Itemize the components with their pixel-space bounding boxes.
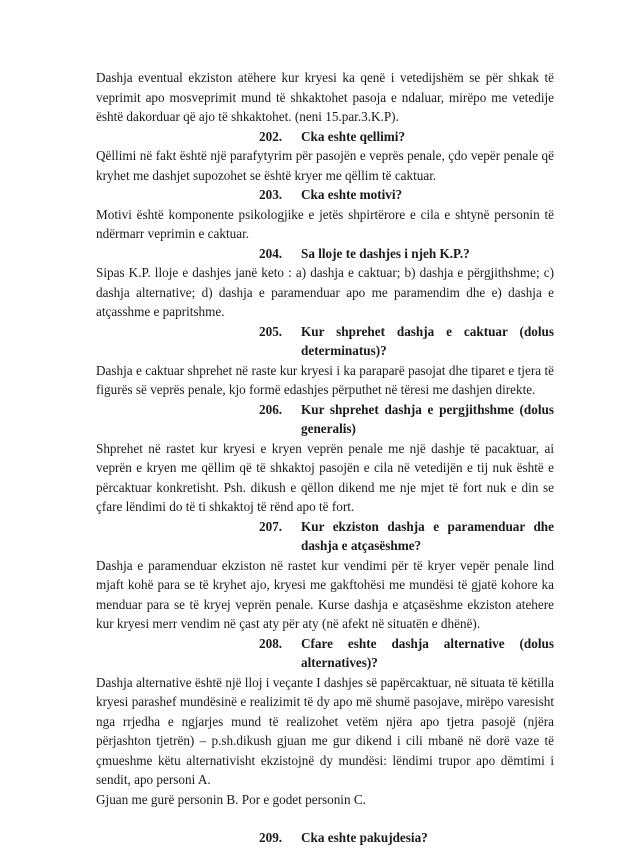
question-title: Kur shprehet dashja e caktuar (dolus determinatus)? [301,323,554,358]
heading-202 [96,127,554,147]
heading-206 [96,400,554,439]
question-number: 208. [259,635,283,651]
question-number: 202. [259,128,283,144]
heading-209 [96,828,554,848]
paragraph-208-continued: Gjuan me gurë personin B. Por e godet personin C. [96,791,366,807]
question-title: Kur ekziston dashja e paramenduar dhe dashja e atçasëshme? [301,518,554,553]
heading-205 [96,322,554,361]
paragraph-205: Dashja e caktuar shprehet në raste kur kryesi i ka paraparë pasojat dhe tiparet e tjera të figurës së veprës penale, kjo formë edashjes përputhet në tëresi me dashjen direkte. [96,362,554,397]
question-title: Sa lloje te dashjes i njeh K.P.? [301,245,470,261]
question-title: Cka eshte motivi? [301,187,403,202]
paragraph-207: Dashja e paramenduar ekziston në rastet kur vendimi për të kryer vepër penale lind mjaft kohë para se të kryhet ajo, kryesi me gakftohësi me mundësi të gjatë kohore ka menduar para se të kryej veprën penale. Kurse dashja e atçasëshme ekziston atehere kur kryesi merr vendim në çast aty për aty (në afekt në situatën e dhënë). [96,557,554,631]
document-body [96,68,554,848]
question-number: 205. [259,323,283,339]
paragraph-208: Dashja alternative është një lloj i veçante I dashjes së papërcaktuar, në situata të këtilla kryesi parashef mundësinë e realizimit të dy apo më shumë pasojave, mirëpo varesisht nga rrjedha e ngjarjes mund të realizohet vetëm njëra apo tjetra pasojë (njëra përjashton tjetrën) – p.sh.dikush gjuan me gur dikend i cili mbanë në dorë vaze të çmueshme këtu alternativisht ekzistojnë dy mundësi: lëndimi trupor apo dëmtimi i sendit, apo personi A. [96,674,554,787]
paragraph-204: Sipas K.P. lloje e dashjes janë keto : a) dashja e caktuar; b) dashja e përgjithshme; c) dashja alternative; d) dashja e paramenduar apo me paramendim dhe e) dashja e atçasshme e papritshme. [96,265,554,319]
blank-line [96,809,554,828]
heading-207 [96,517,554,556]
paragraph-202: Qëllimi në fakt është një parafytyrim për pasojën e veprës penale, çdo vepër penale që kryhet me dashjet supozohet se është kryer me qëllim të caktuar. [96,148,554,183]
question-number: 204. [259,245,283,261]
question-title: Cka eshte pakujdesia? [301,830,428,845]
question-number: 209. [259,830,283,845]
heading-208 [96,634,554,673]
question-title: Cfare eshte dashja alternative (dolus alternatives)? [301,635,554,670]
paragraph-203: Motivi është komponente psikologjike e jetës shpirtërore e cila e shtynë personin të ndërmarr veprimin e caktuar. [96,206,554,241]
question-number: 207. [259,518,283,534]
question-number: 203. [259,187,283,202]
question-number: 206. [259,401,283,417]
heading-204 [96,244,554,264]
question-title: Cka eshte qellimi? [301,128,406,144]
paragraph-206: Shprehet në rastet kur kryesi e kryen veprën penale me një dashje të pacaktuar, ai veprën e kryen me qëllim që të shkaktoj pasojën e cila në vetedijën e tij nuk është e përcaktuar konkretisht. Psh. dikush e qëllon dikend me nje mjet të fort nuk e din se çfare lëndimi do të ti shkaktoj të rënd apo të fort. [96,440,554,514]
heading-203 [96,185,554,205]
paragraph-intro: Dashja eventual ekziston atëhere kur kryesi ka qenë i vetedijshëm se për shkak të veprimit apo mosveprimit mund të shkaktohet pasoja e ndaluar, mirëpo me vetedije është dakorduar që ajo të shkaktohet. (neni 15.par.3.K.P). [96,70,554,124]
question-title: Kur shprehet dashja e pergjithshme (dolus generalis) [301,401,554,436]
